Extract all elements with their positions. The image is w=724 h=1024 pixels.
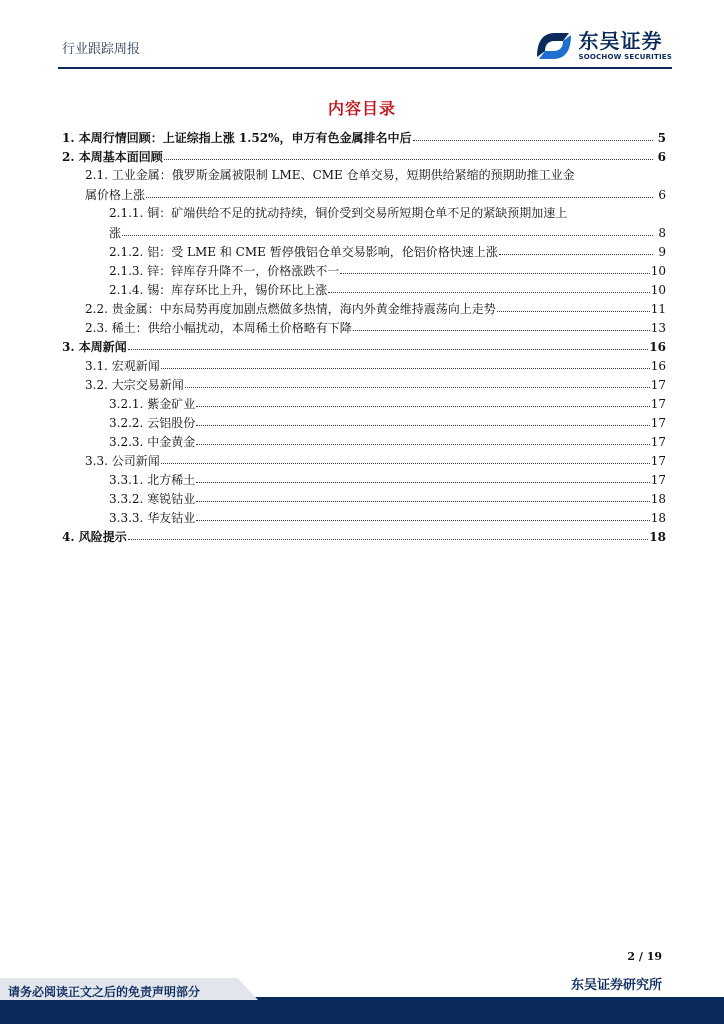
toc-entry-number: 2.1.2. bbox=[109, 245, 144, 259]
toc-entry-page: 17 bbox=[650, 454, 666, 468]
toc-entry-page: 13 bbox=[650, 321, 666, 335]
dot-leader bbox=[196, 507, 650, 521]
toc-entry-number: 3.3.2. bbox=[109, 492, 144, 506]
toc-entry-text-line2: 涨 bbox=[109, 226, 122, 240]
toc-entry-2-1-4[interactable] bbox=[62, 280, 666, 299]
dot-leader bbox=[196, 412, 650, 426]
toc-entry-page: 18 bbox=[650, 492, 666, 506]
toc-entry-number: 3.2.2. bbox=[109, 416, 144, 430]
dot-leader bbox=[340, 260, 650, 274]
toc-entry-page: 16 bbox=[649, 340, 666, 354]
toc-entry-3-2[interactable] bbox=[62, 375, 666, 394]
toc-entry-page: 10 bbox=[650, 264, 666, 278]
toc-entry-number: 3.1. bbox=[85, 359, 108, 373]
toc-entry-text: 本周行情回顾：上证综指上涨 1.52%，申万有色金属排名中后 bbox=[78, 131, 412, 145]
toc-entry-text: 中金黄金 bbox=[147, 435, 196, 449]
toc-entry-number: 2.3. bbox=[85, 321, 108, 335]
toc-entry-page: 5 bbox=[657, 131, 666, 145]
toc-entry-text: 公司新闻 bbox=[111, 454, 160, 468]
toc-entry-page: 8 bbox=[658, 226, 666, 240]
toc-entry-number: 2.1.1. bbox=[109, 206, 144, 220]
dot-leader bbox=[196, 393, 650, 407]
footer-disclaimer: 请务必阅读正文之后的免责声明部分 bbox=[8, 985, 201, 999]
toc-entry-number: 3.2.3. bbox=[109, 435, 144, 449]
toc-entry-3-2-1[interactable] bbox=[62, 394, 666, 413]
toc-entry-4[interactable] bbox=[62, 527, 666, 546]
toc-entry-text: 北方稀土 bbox=[147, 473, 196, 487]
report-type-label: 行业跟踪周报 bbox=[62, 42, 141, 57]
toc-entry-number: 4. bbox=[62, 530, 75, 544]
toc-entry-2-2[interactable] bbox=[62, 299, 666, 318]
dot-leader bbox=[164, 146, 653, 160]
toc-entry-2-1-1[interactable] bbox=[62, 204, 666, 242]
toc-entry-page: 6 bbox=[657, 150, 666, 164]
dot-leader bbox=[185, 374, 650, 388]
toc-entry-text: 风险提示 bbox=[78, 530, 127, 544]
toc-entry-number: 1. bbox=[62, 131, 75, 145]
toc-entry-number: 3.3. bbox=[85, 454, 108, 468]
toc-entry-text: 本周新闻 bbox=[78, 340, 127, 354]
toc-entry-3[interactable] bbox=[62, 337, 666, 356]
toc-entry-number: 3.2. bbox=[85, 378, 108, 392]
toc-entry-3-2-3[interactable] bbox=[62, 432, 666, 451]
dot-leader bbox=[128, 336, 649, 350]
dot-leader bbox=[161, 450, 650, 464]
toc-entry-text: 寒锐钴业 bbox=[147, 492, 196, 506]
toc-entry-number: 2. bbox=[62, 150, 75, 164]
toc-entry-2-3[interactable] bbox=[62, 318, 666, 337]
toc-entry-page: 18 bbox=[650, 511, 666, 525]
toc-entry-page: 10 bbox=[650, 283, 666, 297]
toc-entry-text: 本周基本面回顾 bbox=[78, 150, 163, 164]
toc-entry-number: 3.2.1. bbox=[109, 397, 144, 411]
toc-entry-page: 9 bbox=[658, 245, 666, 259]
toc-entry-text-line1: 铜：矿端供给不足的扰动持续，铜价受到交易所短期仓单不足的紧缺预期加速上 bbox=[147, 206, 568, 220]
dot-leader bbox=[353, 317, 650, 331]
toc-entry-1[interactable] bbox=[62, 128, 666, 147]
toc-entry-number: 3.3.3. bbox=[109, 511, 144, 525]
toc-entry-number: 2.2. bbox=[85, 302, 108, 316]
toc-entry-page: 17 bbox=[650, 416, 666, 430]
dot-leader bbox=[146, 184, 653, 198]
toc-entry-text: 宏观新闻 bbox=[111, 359, 160, 373]
toc-entry-page: 17 bbox=[650, 397, 666, 411]
toc-entry-3-3-2[interactable] bbox=[62, 489, 666, 508]
toc-entry-number: 3.3.1. bbox=[109, 473, 144, 487]
toc-entry-3-2-2[interactable] bbox=[62, 413, 666, 432]
toc-entry-text-line2: 属价格上涨 bbox=[85, 188, 146, 202]
toc-entry-3-1[interactable] bbox=[62, 356, 666, 375]
toc-entry-text: 铝：受 LME 和 CME 暂停俄铝仓单交易影响，伦铝价格快速上涨 bbox=[147, 245, 498, 259]
toc-entry-number: 2.1. bbox=[85, 168, 108, 182]
footer-organization: 东吴证券研究所 bbox=[570, 978, 662, 993]
toc-entry-text: 锌：锌库存升降不一，价格涨跌不一 bbox=[147, 264, 340, 278]
toc-entry-text-line1: 工业金属：俄罗斯金属被限制 LME、CME 仓单交易，短期供给紧缩的预期助推工业金 bbox=[111, 168, 575, 182]
toc-entry-2-1-2[interactable] bbox=[62, 242, 666, 261]
toc-entry-3-3-1[interactable] bbox=[62, 470, 666, 489]
dot-leader bbox=[497, 298, 650, 312]
toc-entry-page: 16 bbox=[650, 359, 666, 373]
dot-leader bbox=[499, 241, 653, 255]
soochow-logo-icon bbox=[533, 27, 575, 65]
toc-entry-page: 18 bbox=[649, 530, 666, 544]
toc-entry-number: 2.1.4. bbox=[109, 283, 144, 297]
toc-entry-page: 17 bbox=[650, 473, 666, 487]
toc-entry-text: 华友钴业 bbox=[147, 511, 196, 525]
toc-title: 内容目录 bbox=[327, 99, 396, 118]
toc-entry-page: 6 bbox=[658, 188, 666, 202]
dot-leader bbox=[196, 469, 650, 483]
footer-bar bbox=[0, 997, 724, 1024]
toc-entry-page: 17 bbox=[650, 435, 666, 449]
toc-entry-number: 3. bbox=[62, 340, 75, 354]
company-logo bbox=[533, 26, 673, 66]
logo-chinese-name: 东吴证券 bbox=[578, 29, 663, 53]
dot-leader bbox=[196, 488, 650, 502]
toc-entry-text: 稀土：供给小幅扰动，本周稀土价格略有下降 bbox=[111, 321, 352, 335]
dot-leader bbox=[122, 222, 653, 236]
header-divider bbox=[58, 67, 672, 69]
dot-leader bbox=[196, 431, 650, 445]
toc-entry-page: 17 bbox=[650, 378, 666, 392]
page-indicator: 2 / 19 bbox=[627, 950, 662, 963]
toc-entry-text: 大宗交易新闻 bbox=[111, 378, 184, 392]
toc-entry-text: 紫金矿业 bbox=[147, 397, 196, 411]
dot-leader bbox=[161, 355, 650, 369]
dot-leader bbox=[128, 526, 649, 540]
toc-entry-text: 贵金属：中东局势再度加剧点燃做多热情，海内外黄金维持震荡向上走势 bbox=[111, 302, 496, 316]
toc-entry-2-1[interactable] bbox=[62, 166, 666, 204]
dot-leader bbox=[328, 279, 650, 293]
toc-entry-3-3[interactable] bbox=[62, 451, 666, 470]
logo-english-name: SOOCHOW SECURITIES bbox=[578, 53, 672, 61]
toc-entry-2-1-3[interactable] bbox=[62, 261, 666, 280]
toc-entry-text: 锡：库存环比上升，锡价环比上涨 bbox=[147, 283, 328, 297]
table-of-contents bbox=[62, 128, 666, 546]
toc-entry-3-3-3[interactable] bbox=[62, 508, 666, 527]
toc-entry-number: 2.1.3. bbox=[109, 264, 144, 278]
toc-entry-page: 11 bbox=[650, 302, 666, 316]
dot-leader bbox=[413, 127, 653, 141]
toc-entry-text: 云铝股份 bbox=[147, 416, 196, 430]
toc-entry-2[interactable] bbox=[62, 147, 666, 166]
